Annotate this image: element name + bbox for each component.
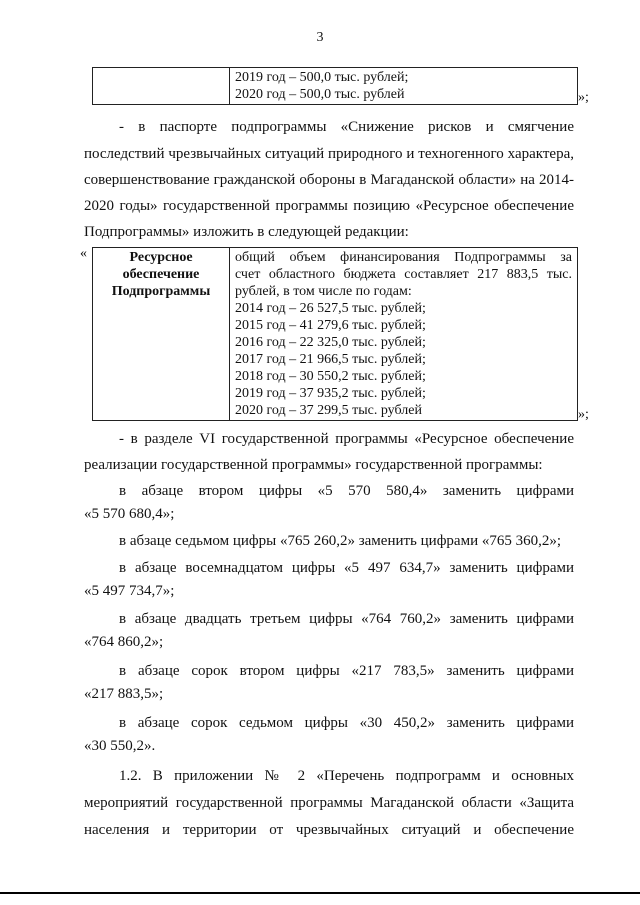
edit-line: «5 570 680,4»;: [84, 506, 175, 522]
table2-closing-mark: »;: [578, 407, 589, 422]
edit-line: в абзаце восемнадцатом цифры «5 497 634,7» заменить цифрами: [119, 560, 574, 576]
label-line: Подпрограммы: [111, 284, 211, 299]
text-line: реализации государственной программы» государственной программы:: [84, 457, 543, 473]
text-line: населения и территории от чрезвычайных ситуаций и обеспечение: [84, 822, 574, 838]
text-line: - в разделе VI государственной программы «Ресурсное обеспечение: [119, 431, 574, 447]
continuation-table-value-cell: [230, 68, 578, 105]
text-line: последствий чрезвычайных ситуаций природного и техногенного характера,: [84, 146, 574, 162]
continuation-table-label-cell: [93, 68, 230, 105]
edit-line: в абзаце двадцать третьем цифры «764 760,2» заменить цифрами: [119, 611, 574, 627]
year-line: 2015 год – 41 279,6 тыс. рублей;: [235, 318, 426, 333]
label-line: обеспечение: [122, 267, 200, 282]
table1-closing-mark: »;: [578, 90, 589, 105]
resource-value-cell: [230, 248, 578, 421]
text-line: Подпрограммы» изложить в следующей редакции:: [84, 224, 409, 240]
year-line: 2014 год – 26 527,5 тыс. рублей;: [235, 301, 426, 316]
year-line: 2017 год – 21 966,5 тыс. рублей;: [235, 352, 426, 367]
text-line: совершенствование гражданской обороны в Магаданской области» на 2014-: [84, 172, 574, 188]
text-line: мероприятий государственной программы Магаданской области «Защита: [84, 795, 574, 811]
edit-line: «217 883,5»;: [84, 686, 164, 702]
intro-line: общий объем финансирования Подпрограммы за: [235, 250, 572, 265]
continuation-table: [92, 67, 578, 105]
page-bottom-rule: [0, 892, 640, 894]
year-line: 2019 год – 37 935,2 тыс. рублей;: [235, 386, 426, 401]
resource-table: [92, 247, 578, 421]
edit-line: «764 860,2»;: [84, 634, 164, 650]
resource-label-cell: [93, 248, 230, 421]
text-line: 2020 годы» государственной программы позицию «Ресурсное обеспечение: [84, 198, 574, 214]
edit-line: в абзаце седьмом цифры «765 260,2» заменить цифрами «765 360,2»;: [119, 533, 562, 549]
text-line: - в паспорте подпрограммы «Снижение рисков и смягчение: [119, 119, 574, 135]
edit-line: в абзаце сорок втором цифры «217 783,5» заменить цифрами: [119, 663, 574, 679]
year-line: 2020 год – 37 299,5 тыс. рублей: [235, 403, 422, 418]
page-number: 3: [316, 30, 324, 45]
intro-line: рублей, в том числе по годам:: [235, 284, 412, 299]
year-line-2019: 2019 год – 500,0 тыс. рублей;: [235, 70, 409, 85]
label-line: Ресурсное: [129, 250, 193, 265]
text-line: 1.2. В приложении № 2 «Перечень подпрограмм и основных: [119, 768, 574, 784]
edit-line: в абзаце сорок седьмом цифры «30 450,2» заменить цифрами: [119, 715, 574, 731]
year-line-2020: 2020 год – 500,0 тыс. рублей: [235, 87, 405, 102]
edit-line: «5 497 734,7»;: [84, 583, 175, 599]
year-line: 2016 год – 22 325,0 тыс. рублей;: [235, 335, 426, 350]
edit-line: в абзаце втором цифры «5 570 580,4» заменить цифрами: [119, 483, 574, 499]
year-line: 2018 год – 30 550,2 тыс. рублей;: [235, 369, 426, 384]
edit-line: «30 550,2».: [84, 738, 156, 754]
intro-line: счет областного бюджета составляет 217 883,5 тыс.: [235, 267, 572, 282]
table2-open-mark: «: [80, 246, 87, 261]
